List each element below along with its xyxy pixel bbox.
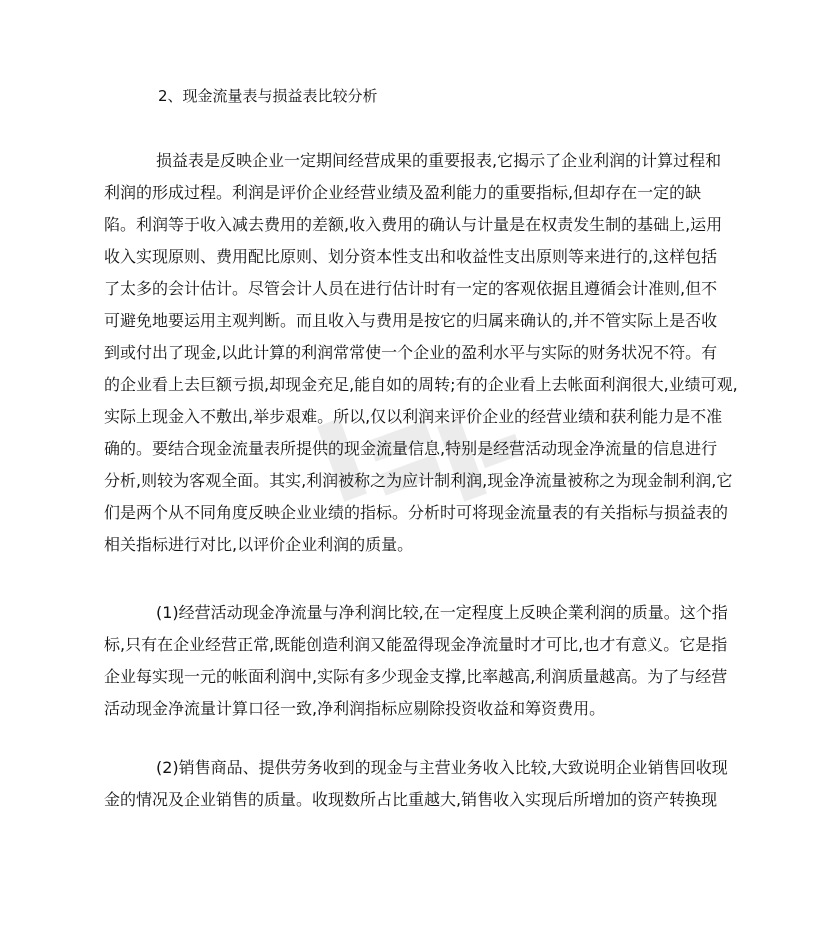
- paragraph-line: 到或付出了现金,以此计算的利润常常使一个企业的盈利水平与实际的财务状况不符。有: [104, 343, 718, 362]
- paragraph-operating-cash-flow: [104, 597, 744, 725]
- paragraph-income-statement: [104, 145, 744, 561]
- paragraph-line: 了太多的会计估计。尽管会计人员在进行估计时有一定的客观依据且遵循会计准则,但不: [104, 279, 718, 298]
- paragraph-line: 分析,则较为客观全面。其实,利润被称之为应计制利润,现金净流量被称之为现金制利润,它: [104, 471, 733, 490]
- paragraph-line: 的企业看上去巨额亏损,却现金充足,能自如的周转;有的企业看上去帐面利润很大,业绩可观,: [104, 375, 738, 394]
- paragraph-line: (2)销售商品、提供劳务收到的现金与主营业务收入比较,大致说明企业销售回收现: [156, 758, 728, 777]
- section-heading: 2、现金流量表与损益表比较分析: [158, 87, 378, 105]
- paragraph-line: 损益表是反映企业一定期间经营成果的重要报表,它揭示了企业利润的计算过程和: [156, 151, 722, 170]
- paragraph-line: 可避免地要运用主观判断。而且收入与费用是按它的归属来确认的,并不管实际上是否收: [104, 311, 718, 330]
- paragraph-line: 金的情况及企业销售的质量。收现数所占比重越大,销售收入实现后所增加的资产转换现: [104, 790, 718, 809]
- paragraph-line: 确的。要结合现金流量表所提供的现金流量信息,特别是经营活动现金净流量的信息进行: [104, 439, 718, 458]
- paragraph-line: 相关指标进行对比,以评价企业利润的质量。: [104, 535, 414, 554]
- paragraph-line: 利润的形成过程。利润是评价企业经营业绩及盈利能力的重要指标,但却存在一定的缺: [104, 183, 702, 202]
- paragraph-line: 陷。利润等于收入减去费用的差额,收入费用的确认与计量是在权责发生制的基础上,运用: [104, 215, 723, 234]
- paragraph-line: (1)经营活动现金净流量与净利润比较,在一定程度上反映企業利润的质量。这个指: [156, 603, 728, 622]
- paragraph-line: 标,只有在企业经营正常,既能创造利润又能盈得现金净流量时才可比,也才有意义。它是指: [104, 635, 728, 654]
- paragraph-line: 企业每实现一元的帐面利润中,实际有多少现金支撑,比率越高,利润质量越高。为了与经营: [104, 667, 728, 686]
- paragraph-sales-cash: [104, 752, 744, 816]
- paragraph-line: 们是两个从不同角度反映企业业绩的指标。分析时可将现金流量表的有关指标与损益表的: [104, 503, 729, 522]
- paragraph-line: 实际上现金入不敷出,举步艰难。所以,仅以利润来评价企业的经营业绩和获利能力是不准: [104, 407, 723, 426]
- paragraph-line: 收入实现原则、费用配比原则、划分资本性支出和收益性支出原则等来进行的,这样包括: [104, 247, 718, 266]
- paragraph-line: 活动现金净流量计算口径一致,净利润指标应剔除投资收益和筹资费用。: [104, 699, 606, 718]
